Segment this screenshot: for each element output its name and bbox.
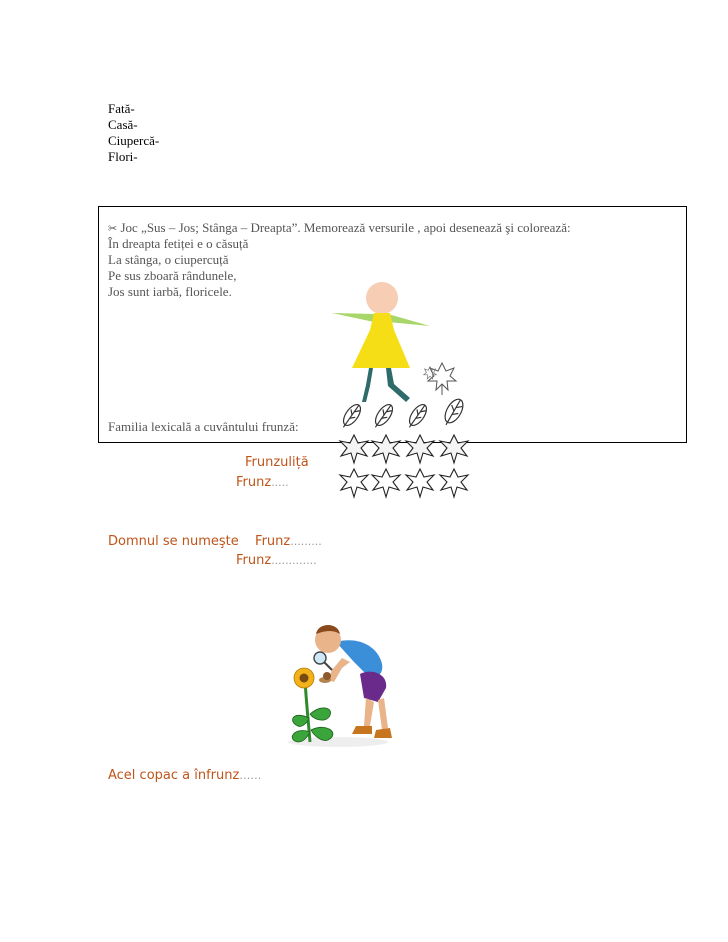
domnul-word-2-stem: Frunz: [236, 553, 272, 568]
word-flori: Flori-: [108, 149, 138, 164]
leaf-outline-icon: [338, 402, 363, 431]
girl-head: [366, 282, 398, 314]
domnul-line: [108, 534, 322, 549]
boy-legs: [364, 698, 388, 730]
left-arm: [332, 313, 376, 322]
instruction-line: [108, 220, 571, 237]
family-word-2: [236, 475, 289, 490]
verse-line: Jos sunt iarbă, floricele.: [108, 284, 232, 299]
word-fata: Fată-: [108, 101, 135, 116]
sunflower-icon: [294, 668, 314, 688]
leaf-outline-icon: [370, 402, 395, 431]
flower-leaf: [310, 708, 331, 720]
boy-magnifier-illustration: [280, 618, 400, 750]
leaf-row-3: [340, 435, 468, 463]
star-leaf-icon: [440, 469, 468, 497]
domnul-word-1-dots: .........: [290, 535, 322, 548]
word-casa: Casă-: [108, 117, 138, 132]
copac-line: [108, 768, 261, 783]
scissors-icon: ✂: [108, 222, 118, 235]
leaf-outline-icon: [404, 402, 429, 431]
domnul-label: Domnul se numeşte: [108, 534, 239, 549]
copac-label: Acel copac a înfrunz: [108, 768, 240, 783]
domnul-word-1-stem: Frunz: [255, 534, 291, 549]
right-arm: [388, 314, 430, 326]
family-word-1: Frunzuliță: [245, 455, 309, 470]
star-leaf-icon: [406, 469, 434, 497]
verse-line: La stânga, o ciupercuță: [108, 252, 229, 267]
leaf-row-4: [340, 469, 468, 497]
domnul-word-2: [236, 553, 317, 568]
star-leaf-icon: [340, 435, 368, 463]
domnul-word-2-dots: .............: [271, 554, 317, 567]
family-word-2-dots: .....: [271, 476, 289, 489]
leaf-outline-icon: [440, 396, 467, 428]
magnifier-icon: [314, 652, 332, 670]
family-label: Familia lexicală a cuvântului frunză:: [108, 419, 299, 434]
family-word-2-stem: Frunz: [236, 475, 272, 490]
verse-line: Pe sus zboară rândunele,: [108, 268, 237, 283]
word-list: [108, 101, 159, 165]
word-ciuperca: Ciupercă-: [108, 133, 160, 148]
star-leaf-icon: [440, 435, 468, 463]
instruction-text: Joc „Sus – Jos; Stânga – Dreapta”. Memorează versurile , apoi desenează şi colorează:: [120, 220, 571, 235]
verses: [108, 236, 248, 300]
star-leaf-icon: [406, 435, 434, 463]
star-leaf-icon: [372, 435, 400, 463]
boy-shorts: [360, 672, 386, 702]
maple-leaf-outline-icon: [428, 363, 456, 395]
verse-line: În dreapta fetiței e o căsuță: [108, 236, 249, 251]
star-leaf-icon: [372, 469, 400, 497]
snail-icon: [319, 672, 331, 683]
flower-leaf: [293, 715, 309, 726]
star-leaf-icon: [340, 469, 368, 497]
copac-dots: ……: [239, 769, 262, 782]
leaves-group: [330, 355, 480, 505]
